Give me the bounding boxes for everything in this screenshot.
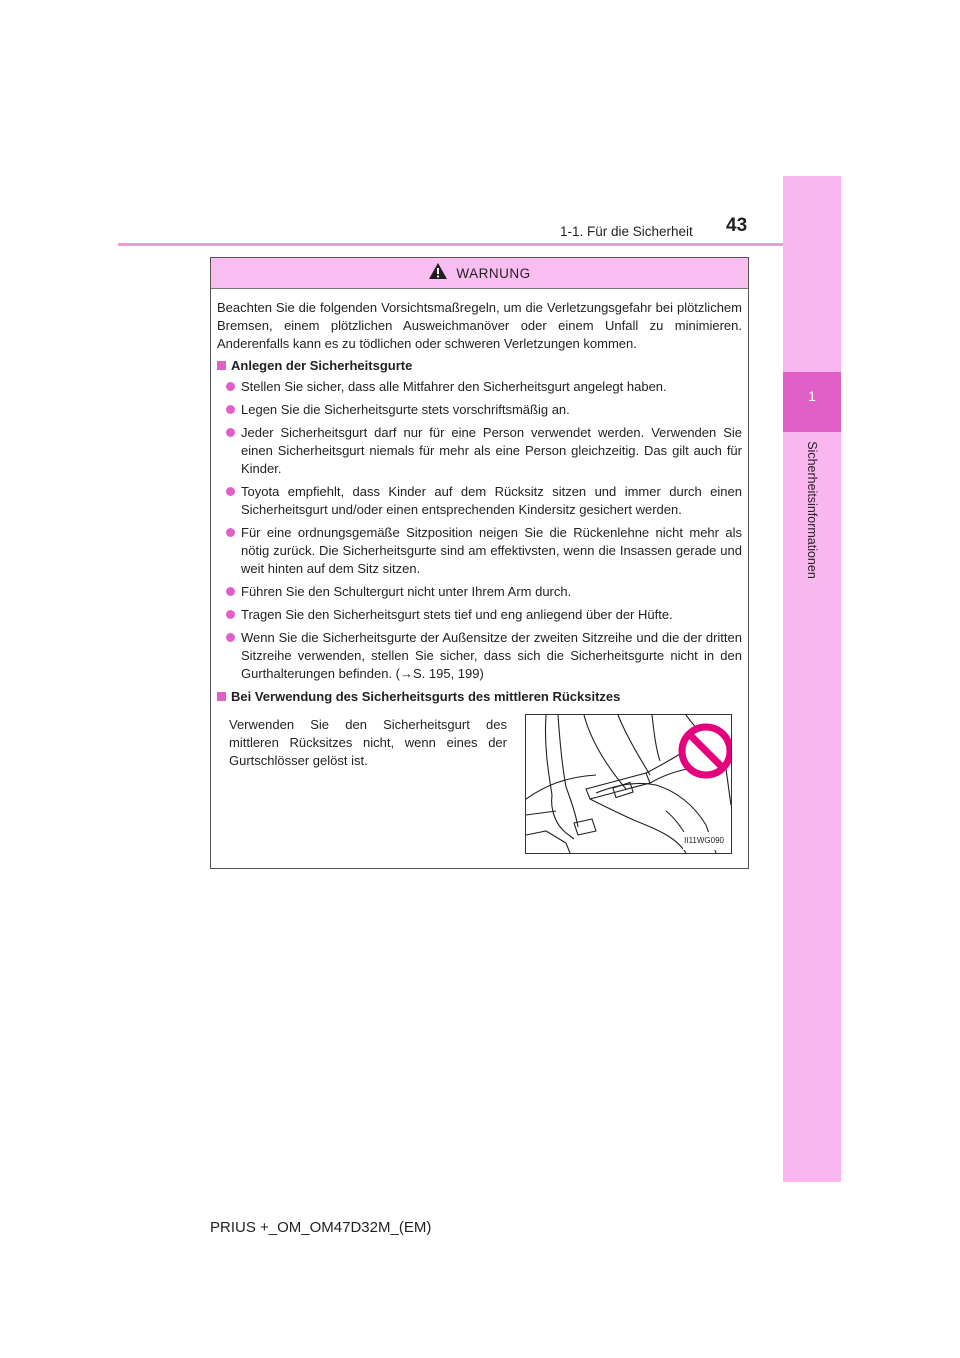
chapter-label: Sicherheitsinformationen [805, 441, 819, 579]
round-bullet-icon [226, 382, 235, 391]
round-bullet-icon [226, 405, 235, 414]
round-bullet-icon [226, 610, 235, 619]
round-bullet-icon [226, 633, 235, 642]
list-item [217, 606, 742, 624]
center-seat-text: Verwenden Sie den Sicherheitsgurt des mittleren Rücksitzes nicht, wenn eines der Gurtschlösser gelöst ist. [229, 717, 507, 768]
warning-intro: Beachten Sie die folgenden Vorsichtsmaßregeln, um die Verletzungsgefahr bei plötzlichem Bremsen, einem plötzlichen Ausweichmanöver oder einem Unfall zu minimieren. Anderenfalls kann es zu tödlichen oder schweren Verletzungen kommen. [217, 300, 742, 351]
chapter-number: 1 [808, 388, 816, 404]
section-heading-center-seat [217, 688, 742, 706]
seatbelt-illustration [525, 714, 732, 854]
bullet-list [217, 378, 742, 683]
list-item [217, 424, 742, 478]
warning-header [211, 258, 748, 289]
list-item-text: Für eine ordnungsgemäße Sitzposition neigen Sie die Rückenlehne nicht mehr als nötig zurück. Die Sicherheitsgurte sind am effektivsten, wenn die Insassen gerade und weit hinten auf dem Sitz sitzen. [241, 525, 742, 576]
warning-body [211, 289, 748, 854]
square-bullet-icon [217, 361, 226, 370]
list-item [217, 583, 742, 601]
list-item [217, 401, 742, 419]
warning-title: WARNUNG [456, 265, 531, 281]
list-item [217, 378, 742, 396]
round-bullet-icon [226, 428, 235, 437]
section-heading-fastening [217, 357, 742, 375]
section-heading-text: Anlegen der Sicherheitsgurte [231, 358, 413, 373]
warning-triangle-icon [428, 262, 448, 285]
list-item-text: Toyota empfiehlt, dass Kinder auf dem Rücksitz sitzen und immer durch einen Sicherheitsgurt und/oder einen entsprechenden Kindersitz gesichert werden. [241, 484, 742, 517]
page-number: 43 [726, 215, 748, 236]
header-rule [118, 243, 783, 246]
square-bullet-icon [217, 692, 226, 701]
list-item [217, 524, 742, 578]
list-item-text: Führen Sie den Schultergurt nicht unter Ihrem Arm durch. [241, 584, 572, 599]
list-item [217, 629, 742, 683]
footer-document-code: PRIUS +_OM_OM47D32M_(EM) [210, 1219, 432, 1236]
illustration-code: II11WG090 [683, 832, 725, 850]
center-seat-block [217, 714, 742, 854]
list-item-text: Stellen Sie sicher, dass alle Mitfahrer den Sicherheitsgurt angelegt haben. [241, 379, 667, 394]
list-item-text: Legen Sie die Sicherheitsgurte stets vorschriftsmäßig an. [241, 402, 570, 417]
warning-box [210, 257, 749, 869]
list-item-text: Tragen Sie den Sicherheitsgurt stets tief und eng anliegend über der Hüfte. [241, 607, 673, 622]
round-bullet-icon [226, 528, 235, 537]
section-heading-text: Bei Verwendung des Sicherheitsgurts des mittleren Rücksitzes [231, 689, 621, 704]
section-title: 1-1. Für die Sicherheit [560, 224, 693, 239]
list-item-text: Jeder Sicherheitsgurt darf nur für eine Person verwendet werden. Verwenden Sie einen Sicherheitsgurt niemals für mehr als eine Person gleichzeitig. Das gilt auch für Kinder. [241, 425, 742, 476]
round-bullet-icon [226, 487, 235, 496]
round-bullet-icon [226, 587, 235, 596]
list-item [217, 483, 742, 519]
chapter-side-tab [783, 176, 841, 1182]
list-item-text: Wenn Sie die Sicherheitsgurte der Außensitze der zweiten Sitzreihe und die der dritten Sitzreihe verwenden, stellen Sie sicher, dass sich die Sicherheitsgurte nicht in den Gurthalterungen befinden. (→S. 195, 199) [241, 630, 742, 681]
